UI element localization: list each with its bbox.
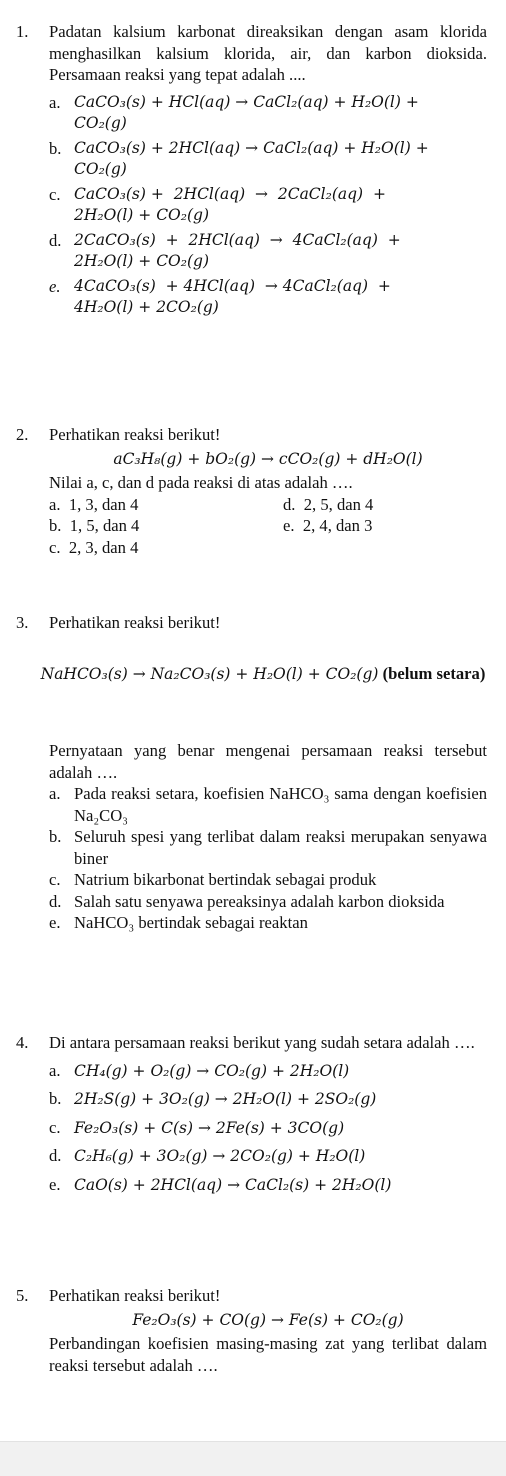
option-equation-line1: CaCO₃(s) + HCl(aq) → CaCl₂(aq) + H₂O(l) + bbox=[74, 92, 419, 111]
question-prompt: Pernyataan yang benar mengenai persamaan reaksi tersebut adalah …. bbox=[49, 741, 487, 782]
option-d[interactable]: d. 2, 5, dan 4 bbox=[283, 494, 374, 514]
option-d[interactable]: d. Salah satu senyawa pereaksinya adalah karbon dioksida bbox=[49, 891, 445, 911]
reaction-equation: Fe₂O₃(s) + CO(g) → Fe(s) + CO₂(g) bbox=[132, 1310, 404, 1329]
option-equation-line2: CO₂(g) bbox=[74, 160, 127, 178]
option-d[interactable]: d. 2CaCO₃(s) + 2HCl(aq) → 4CaCl₂(aq) + 2H₂O(l) + CO₂(g) bbox=[49, 230, 487, 273]
option-equation-line1: CaCO₃(s) + 2HCl(aq) → CaCl₂(aq) + H₂O(l) + bbox=[74, 138, 429, 157]
option-equation-line2: CO₂(g) bbox=[74, 114, 127, 132]
question-stem: Perhatikan reaksi berikut! bbox=[49, 425, 221, 444]
equation-note: (belum setara) bbox=[382, 664, 486, 683]
option-equation-line2: 4H₂O(l) + 2CO₂(g) bbox=[74, 298, 219, 316]
option-a[interactable]: a. CaCO₃(s) + HCl(aq) → CaCl₂(aq) + H₂O(l) + CO₂(g) bbox=[49, 92, 487, 135]
reaction-equation: aC₃H₈(g) + bO₂(g) → cCO₂(g) + dH₂O(l) bbox=[113, 449, 423, 468]
question-number: 3. bbox=[16, 613, 29, 632]
option-e[interactable]: e. CaO(s) + 2HCl(aq) → CaCl₂(s) + 2H₂O(l) bbox=[49, 1174, 392, 1194]
option-a[interactable]: a. Pada reaksi setara, koefisien NaHCO₃ sama dengan koefisien Na₂CO₃ bbox=[49, 784, 487, 825]
option-b[interactable]: b. 1, 5, dan 4 bbox=[49, 516, 140, 535]
question-prompt: Perbandingan koefisien masing-masing zat yang terlibat dalam reaksi tersebut adalah …. bbox=[49, 1334, 487, 1375]
question-number: 1. bbox=[16, 22, 29, 41]
option-c[interactable]: c. Natrium bikarbonat bertindak sebagai produk bbox=[49, 870, 377, 889]
question-number: 2. bbox=[16, 425, 29, 444]
option-equation-line1: 2CaCO₃(s) + 2HCl(aq) → 4CaCl₂(aq) + bbox=[74, 230, 401, 249]
option-equation-line2: 2H₂O(l) + CO₂(g) bbox=[74, 206, 209, 224]
reaction-equation: NaHCO₃(s) → Na₂CO₃(s) + H₂O(l) + CO₂(g) bbox=[40, 665, 379, 683]
option-c[interactable]: c. 2, 3, dan 4 bbox=[49, 537, 139, 557]
question-stem: Padatan kalsium karbonat direaksikan dengan asam klorida menghasilkan kalsium klorida, air, dan karbon dioksida. Persamaan reaksi yang tepat adalah .... bbox=[49, 22, 487, 84]
option-d[interactable]: d. C₂H₆(g) + 3O₂(g) → 2CO₂(g) + H₂O(l) bbox=[49, 1146, 366, 1165]
option-b[interactable]: b. Seluruh spesi yang terlibat dalam reaksi merupakan senyawa biner bbox=[49, 827, 487, 868]
question-number: 4. bbox=[16, 1033, 29, 1052]
option-c[interactable]: c. Fe₂O₃(s) + C(s) → 2Fe(s) + 3CO(g) bbox=[49, 1117, 345, 1137]
option-e[interactable]: e. NaHCO₃ bertindak sebagai reaktan bbox=[49, 913, 308, 932]
option-e[interactable]: e. 4CaCO₃(s) + 4HCl(aq) → 4CaCl₂(aq) + 4H₂O(l) + 2CO₂(g) bbox=[49, 276, 487, 319]
question-prompt: Nilai a, c, dan d pada reaksi di atas adalah …. bbox=[49, 473, 353, 492]
option-c[interactable]: c. CaCO₃(s) + 2HCl(aq) → 2CaCl₂(aq) + 2H₂O(l) + CO₂(g) bbox=[49, 184, 487, 227]
option-equation-line2: 2H₂O(l) + CO₂(g) bbox=[74, 252, 209, 270]
question-number: 5. bbox=[16, 1286, 29, 1305]
option-a[interactable]: a. 1, 3, dan 4 bbox=[49, 494, 139, 514]
option-a[interactable]: a. CH₄(g) + O₂(g) → CO₂(g) + 2H₂O(l) bbox=[49, 1060, 350, 1080]
option-equation-line1: CaCO₃(s) + 2HCl(aq) → 2CaCl₂(aq) + bbox=[74, 184, 386, 203]
page-footer-band bbox=[0, 1441, 506, 1476]
option-e[interactable]: e. 2, 4, dan 3 bbox=[283, 516, 373, 535]
option-b[interactable]: b. 2H₂S(g) + 3O₂(g) → 2H₂O(l) + 2SO₂(g) bbox=[49, 1089, 377, 1108]
option-b[interactable]: b. CaCO₃(s) + 2HCl(aq) → CaCl₂(aq) + H₂O(l) + CO₂(g) bbox=[49, 138, 487, 181]
option-equation-line1: 4CaCO₃(s) + 4HCl(aq) → 4CaCl₂(aq) + bbox=[74, 276, 391, 295]
question-stem: Di antara persamaan reaksi berikut yang sudah setara adalah …. bbox=[49, 1033, 475, 1052]
question-stem: Perhatikan reaksi berikut! bbox=[49, 613, 221, 632]
question-stem: Perhatikan reaksi berikut! bbox=[49, 1286, 221, 1305]
